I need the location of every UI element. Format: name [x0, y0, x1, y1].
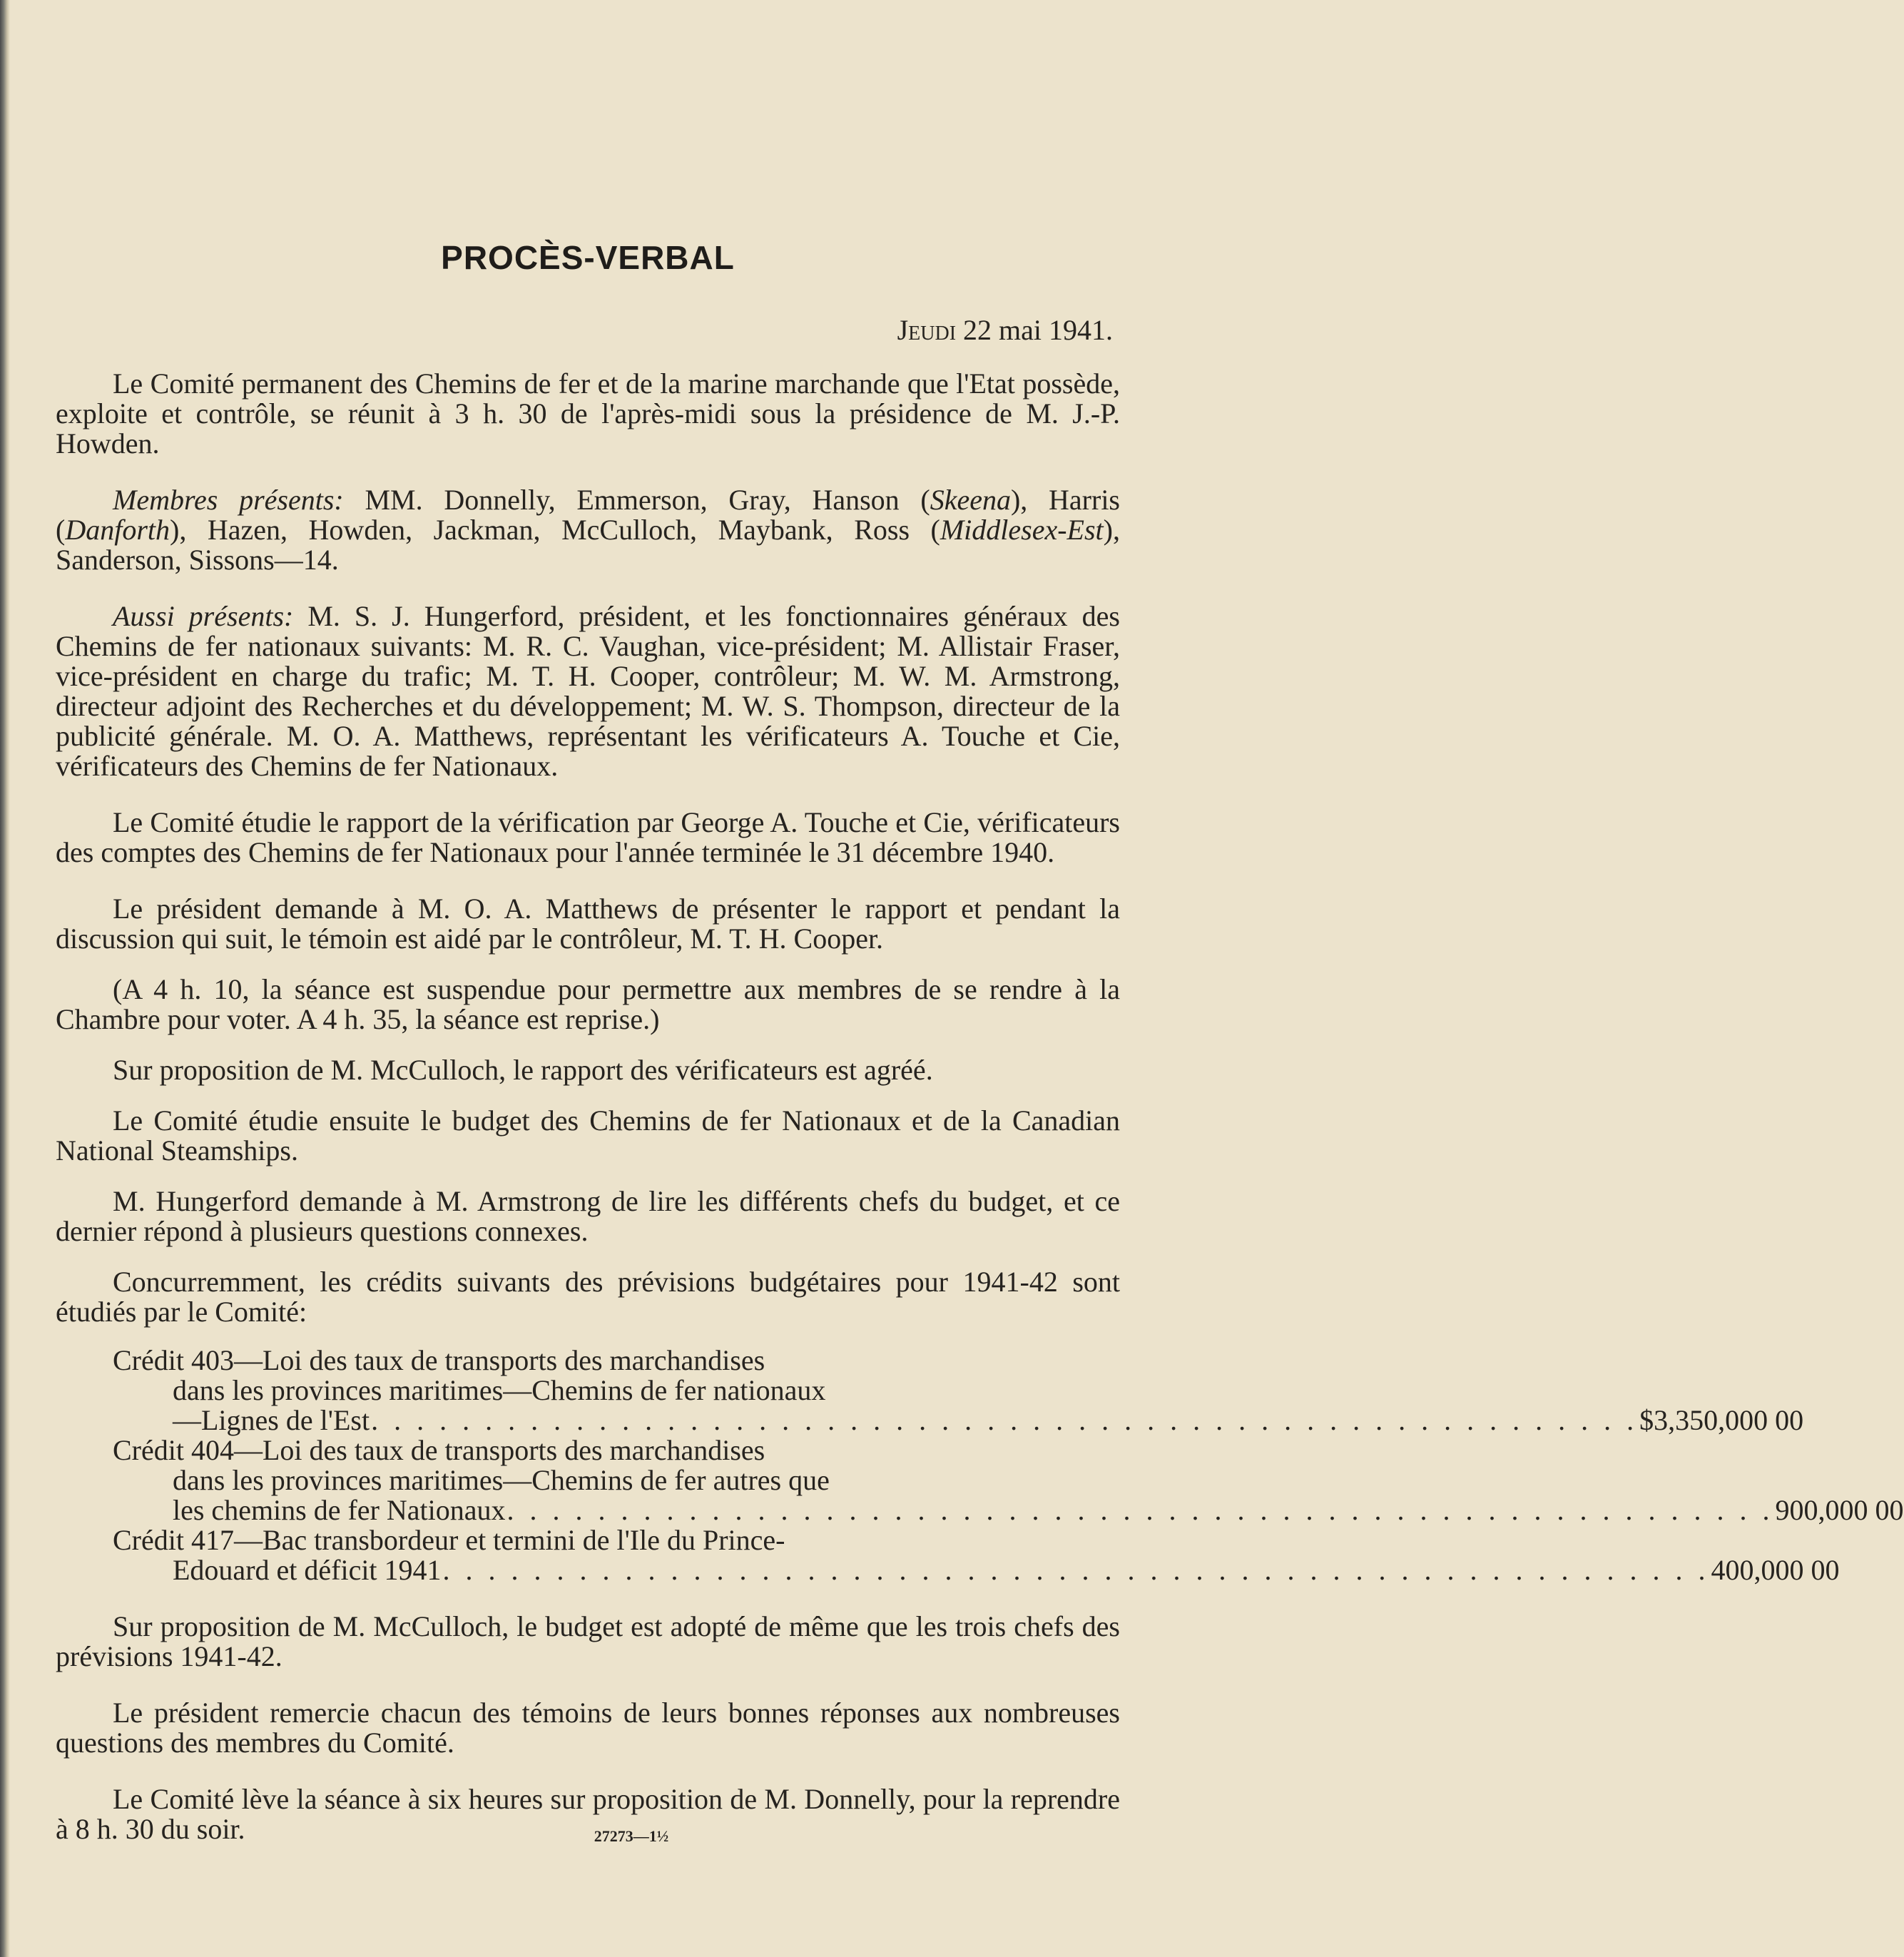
page-title: PROCÈS-VERBAL — [441, 239, 735, 276]
document-body — [56, 214, 1904, 1845]
members-text-2: ), Harris ( — [56, 484, 1120, 546]
also-label: Aussi présents: — [113, 600, 294, 632]
credit-amount-row — [173, 1404, 1804, 1436]
budget-study-paragraph: Le Comité étudie ensuite le budget des Chemins de fer Nationaux et de la Canadian National Steamships. — [56, 1104, 1120, 1166]
date-rest: 22 mai 1941. — [956, 314, 1113, 346]
hungerford-paragraph: M. Hungerford demande à M. Armstrong de lire les différents chefs du budget, et ce dernier répond à plusieurs questions connexes. — [56, 1185, 1120, 1247]
members-danforth: Danforth — [65, 514, 170, 546]
president-request-paragraph: Le président demande à M. O. A. Matthews de présenter le rapport et pendant la discussion qui suit, le témoin est aidé par le contrôleur, M. T. H. Cooper. — [56, 893, 1120, 955]
members-label: Membres présents: — [113, 484, 344, 516]
credit-417 — [113, 1524, 1840, 1586]
credit-amount-row — [173, 1494, 1904, 1526]
proposal-report-paragraph: Sur proposition de M. McCulloch, le rapport des vérificateurs est agréé. — [113, 1054, 933, 1086]
credit-continuation: dans les provinces maritimes—Chemins de fer nationaux — [173, 1374, 826, 1406]
thanks-paragraph: Le président remercie chacun des témoins de leurs bonnes réponses aux nombreuses questions des membres du Comité. — [56, 1697, 1120, 1759]
credit-head: Crédit 403—Loi des taux de transports des marchandises — [113, 1344, 765, 1376]
also-text: M. S. J. Hungerford, président, et les fonctionnaires généraux des Chemins de fer nationaux suivants: M. R. C. Vaughan, vice-président; M. Allistair Fraser, vice-président en charge du trafic; M. T. H. Cooper, contrôleur; M. W. M. Armstrong, directeur adjoint des Recherches et du développement; M. W. S. Thompson, directeur de la publicité générale. M. O. A. Matthews, représentant les vérificateurs A. Touche et Cie, vérificateurs des Chemins de fer Nationaux. — [56, 600, 1120, 782]
credit-amount: $3,350,000 00 — [1639, 1404, 1804, 1436]
members-text-1: MM. Donnelly, Emmerson, Gray, Hanson ( — [343, 484, 930, 516]
study-report-paragraph: Le Comité étudie le rapport de la vérification par George A. Touche et Cie, vérificateurs des comptes des Chemins de fer Nationaux pour l'année terminée le 31 décembre 1940. — [56, 806, 1120, 868]
opening-paragraph: Le Comité permanent des Chemins de fer et de la marine marchande que l'Etat possède, exploite et contrôle, se réunit à 3 h. 30 de l'après-midi sous la présidence de M. J.-P. Howden. — [56, 367, 1120, 459]
credit-amount: 400,000 00 — [1711, 1554, 1840, 1586]
date-day: Jeudi — [897, 314, 957, 346]
credit-label: les chemins de fer Nationaux — [173, 1494, 506, 1526]
members-present-paragraph — [56, 485, 1120, 575]
leader-dots: . . . . . . . . . . . . . . . . . . . . . . . . . . . . . . . . . . . . . . . . . . . . . . . . . . . . . . . . — [506, 1494, 1774, 1526]
credit-404 — [113, 1434, 1904, 1526]
members-skeena: Skeena — [930, 484, 1011, 516]
leader-dots: . . . . . . . . . . . . . . . . . . . . . . . . . . . . . . . . . . . . . . . . . . . . . . . . . . . . . . . . — [371, 1404, 1639, 1436]
members-text-4: ), Sanderson, Sissons—14. — [56, 514, 1120, 576]
credit-head: Crédit 404—Loi des taux de transports des marchandises — [113, 1434, 765, 1466]
concurrent-credits-paragraph: Concurremment, les crédits suivants des prévisions budgétaires pour 1941-42 sont étudiés par le Comité: — [56, 1266, 1120, 1328]
suspension-paragraph: (A 4 h. 10, la séance est suspendue pour permettre aux membres de se rendre à la Chambre pour voter. A 4 h. 35, la séance est reprise.) — [56, 973, 1120, 1035]
credit-amount: 900,000 00 — [1775, 1494, 1904, 1526]
credit-label: —Lignes de l'Est — [173, 1404, 370, 1436]
credit-continuation: dans les provinces maritimes—Chemins de fer autres que — [173, 1464, 830, 1496]
budget-adopted-paragraph: Sur proposition de M. McCulloch, le budget est adopté de même que les trois chefs des prévisions 1941-42. — [56, 1610, 1120, 1672]
members-middlesex: Middlesex-Est — [940, 514, 1104, 546]
credit-amount-row — [173, 1554, 1840, 1586]
leader-dots: . . . . . . . . . . . . . . . . . . . . . . . . . . . . . . . . . . . . . . . . . . . . . . . . . . . . . . . . — [442, 1554, 1710, 1586]
also-present-paragraph — [56, 601, 1120, 781]
page-spine-edge — [0, 0, 10, 1957]
credit-head: Crédit 417—Bac transbordeur et termini de l'Ile du Prince- — [113, 1524, 785, 1556]
members-text-3: ), Hazen, Howden, Jackman, McCulloch, Maybank, Ross ( — [170, 514, 940, 546]
printer-signature: 27273—1½ — [594, 1827, 669, 1845]
credit-403 — [113, 1344, 1804, 1436]
adjournment-paragraph: Le Comité lève la séance à six heures sur proposition de M. Donnelly, pour la reprendre à 8 h. 30 du soir. — [56, 1783, 1120, 1845]
credit-label: Edouard et déficit 1941 — [173, 1554, 442, 1586]
meeting-date — [56, 312, 1113, 348]
credits-list — [56, 1344, 1904, 1586]
